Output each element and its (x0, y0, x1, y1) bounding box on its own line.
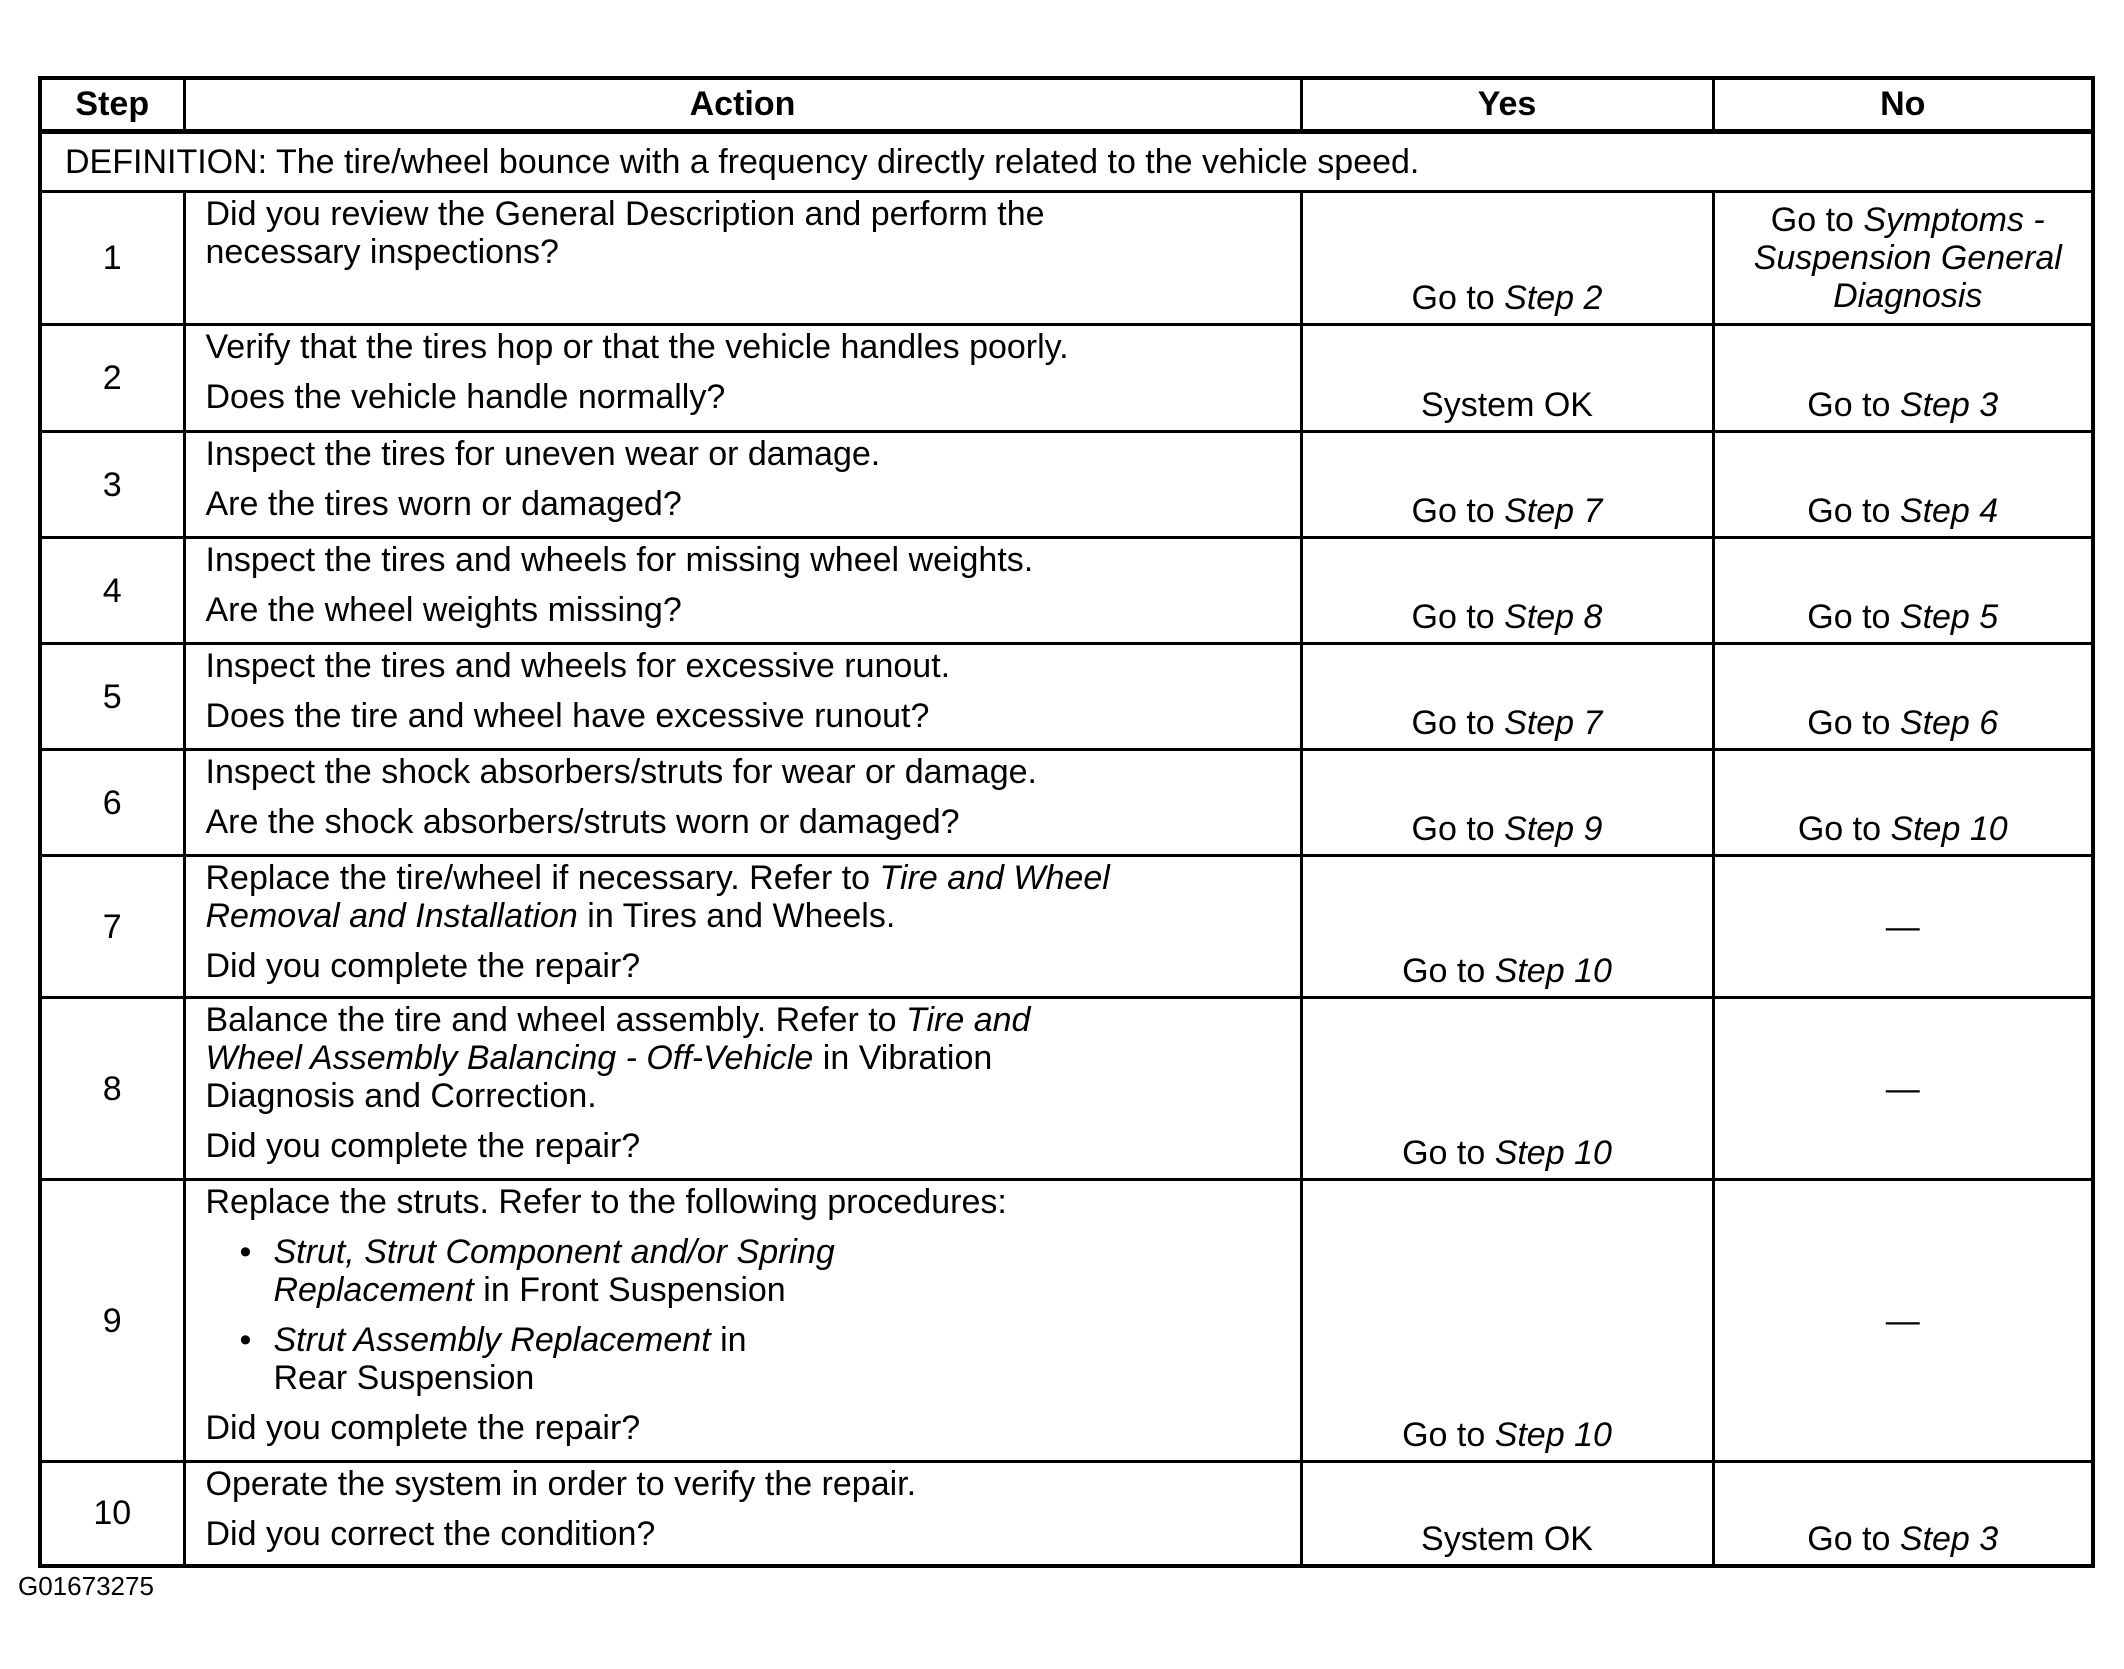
header-action: Action (184, 78, 1301, 132)
definition-text: DEFINITION: The tire/wheel bounce with a frequency directly related to the vehicle speed. (40, 132, 2093, 192)
yes-prefix: Go to (1402, 952, 1495, 990)
yes-link: Step 7 (1504, 704, 1603, 742)
action-question: Are the wheel weights missing? (205, 591, 682, 629)
action-line: Inspect the tires for uneven wear or damage. (205, 435, 881, 473)
action-question: Did you correct the condition? (205, 1515, 656, 1553)
procedure-location: in Rear Suspension (273, 1321, 747, 1397)
no-link: Step 3 (1899, 1519, 1999, 1558)
step-number: 6 (40, 750, 184, 856)
yes-prefix: System OK (1421, 386, 1593, 424)
action-line: Inspect the tires and wheels for missing wheel weights. (205, 541, 1034, 579)
no-prefix: Go to (1807, 492, 1900, 530)
step-number: 7 (40, 856, 184, 998)
yes-link: Step 2 (1504, 279, 1603, 317)
action-cell (184, 1462, 1301, 1566)
diagnostic-table (38, 76, 2095, 1568)
procedure-location: in Front Suspension (473, 1271, 786, 1309)
action-line: Inspect the shock absorbers/struts for wear or damage. (205, 753, 1038, 791)
definition-row (40, 132, 2093, 192)
action-line: Operate the system in order to verify the repair. (205, 1465, 917, 1503)
no-link: Step 5 (1899, 598, 1999, 636)
step-number: 3 (40, 432, 184, 538)
yes-prefix: System OK (1421, 1519, 1593, 1558)
yes-prefix: Go to (1411, 704, 1505, 742)
yes-prefix: Go to (1411, 492, 1505, 530)
yes-cell (1301, 856, 1713, 998)
yes-link: Step 7 (1504, 492, 1603, 530)
no-cell: — (1713, 1180, 2093, 1462)
table-row (40, 856, 2093, 998)
no-cell (1713, 750, 2093, 856)
action-text-a: Replace the tire/wheel if necessary. Refer to (205, 859, 880, 897)
no-link: Step 3 (1899, 386, 1999, 424)
no-cell: — (1713, 856, 2093, 998)
step-number: 1 (40, 192, 184, 325)
no-cell: — (1713, 998, 2093, 1180)
yes-cell (1301, 1180, 1713, 1462)
no-link: Step 6 (1899, 704, 1999, 742)
no-cell (1713, 192, 2093, 325)
action-text-a: Balance the tire and wheel assembly. Refer to (205, 1001, 907, 1039)
no-prefix: Go to (1807, 598, 1900, 636)
no-prefix: Go to (1807, 386, 1900, 424)
action-cell (184, 856, 1301, 998)
no-link: Step 4 (1899, 492, 1999, 530)
yes-cell (1301, 998, 1713, 1180)
step-number: 5 (40, 644, 184, 750)
header-yes: Yes (1301, 78, 1713, 132)
yes-cell (1301, 750, 1713, 856)
no-link: Symptoms - Suspension General Diagnosis (1753, 201, 2062, 315)
action-text-c: in Tires and Wheels. (577, 897, 896, 935)
action-question: Does the tire and wheel have excessive runout? (205, 697, 930, 735)
action-question: Did you complete the repair? (205, 1127, 641, 1165)
action-text (206, 1001, 1284, 1115)
yes-link: Step 10 (1494, 1134, 1612, 1172)
table-row (40, 1180, 2093, 1462)
header-row (40, 78, 2093, 132)
yes-link: Step 9 (1504, 810, 1603, 848)
step-number: 9 (40, 1180, 184, 1462)
action-question: Are the tires worn or damaged? (205, 485, 682, 523)
action-cell (184, 538, 1301, 644)
yes-prefix: Go to (1411, 279, 1505, 317)
action-text (206, 859, 1284, 935)
action-cell (184, 998, 1301, 1180)
step-number: 8 (40, 998, 184, 1180)
action-cell (184, 644, 1301, 750)
no-prefix: Go to (1797, 810, 1891, 848)
yes-link: Step 10 (1494, 1416, 1612, 1454)
table-row (40, 998, 2093, 1180)
yes-cell (1301, 1462, 1713, 1566)
procedure-bullet (206, 1321, 1284, 1397)
action-question: Did you complete the repair? (205, 1409, 641, 1447)
action-line: Did you review the General Description and perform the necessary inspections? (205, 195, 1045, 271)
yes-prefix: Go to (1411, 598, 1505, 636)
action-line: Verify that the tires hop or that the vehicle handles poorly. (205, 328, 1069, 366)
action-question: Are the shock absorbers/struts worn or damaged? (205, 803, 960, 841)
no-link: Step 10 (1890, 810, 2008, 848)
action-intro: Replace the struts. Refer to the following procedures: (205, 1183, 1007, 1221)
table-row (40, 750, 2093, 856)
no-cell (1713, 644, 2093, 750)
action-question: Did you complete the repair? (205, 947, 641, 985)
yes-prefix: Go to (1402, 1134, 1495, 1172)
procedure-bullet (206, 1233, 1284, 1309)
step-number: 4 (40, 538, 184, 644)
yes-prefix: Go to (1411, 810, 1505, 848)
no-prefix: Go to (1770, 201, 1864, 239)
action-line: Inspect the tires and wheels for excessive runout. (205, 647, 951, 685)
action-cell (184, 325, 1301, 432)
table-row (40, 644, 2093, 750)
table-row (40, 325, 2093, 432)
action-ref: Tire and Wheel Removal and Installation (205, 859, 1110, 935)
yes-cell (1301, 192, 1713, 325)
step-number: 2 (40, 325, 184, 432)
action-ref: Tire and Wheel Assembly Balancing - Off-Vehicle (205, 1001, 1031, 1077)
yes-link: Step 10 (1494, 952, 1612, 990)
table-row (40, 192, 2093, 325)
no-cell (1713, 325, 2093, 432)
no-cell (1713, 538, 2093, 644)
table-row (40, 432, 2093, 538)
action-cell (184, 1180, 1301, 1462)
no-cell (1713, 432, 2093, 538)
no-prefix: Go to (1807, 704, 1900, 742)
figure-id: G01673275 (18, 1571, 154, 1601)
yes-link: Step 8 (1504, 598, 1603, 636)
action-cell (184, 432, 1301, 538)
yes-cell (1301, 432, 1713, 538)
action-cell (184, 192, 1301, 325)
procedure-ref: Strut Assembly Replacement (273, 1321, 711, 1359)
action-text-c: in Vibration Diagnosis and Correction. (205, 1039, 993, 1115)
yes-cell (1301, 538, 1713, 644)
yes-cell (1301, 644, 1713, 750)
header-step: Step (40, 78, 184, 132)
table-row (40, 1462, 2093, 1566)
header-no: No (1713, 78, 2093, 132)
yes-cell (1301, 325, 1713, 432)
step-number: 10 (40, 1462, 184, 1566)
no-prefix: Go to (1807, 1519, 1900, 1558)
no-cell (1713, 1462, 2093, 1566)
table-row (40, 538, 2093, 644)
action-question: Does the vehicle handle normally? (205, 378, 726, 416)
procedure-ref: Strut, Strut Component and/or Spring Replacement (273, 1233, 835, 1309)
yes-prefix: Go to (1402, 1416, 1495, 1454)
action-cell (184, 750, 1301, 856)
